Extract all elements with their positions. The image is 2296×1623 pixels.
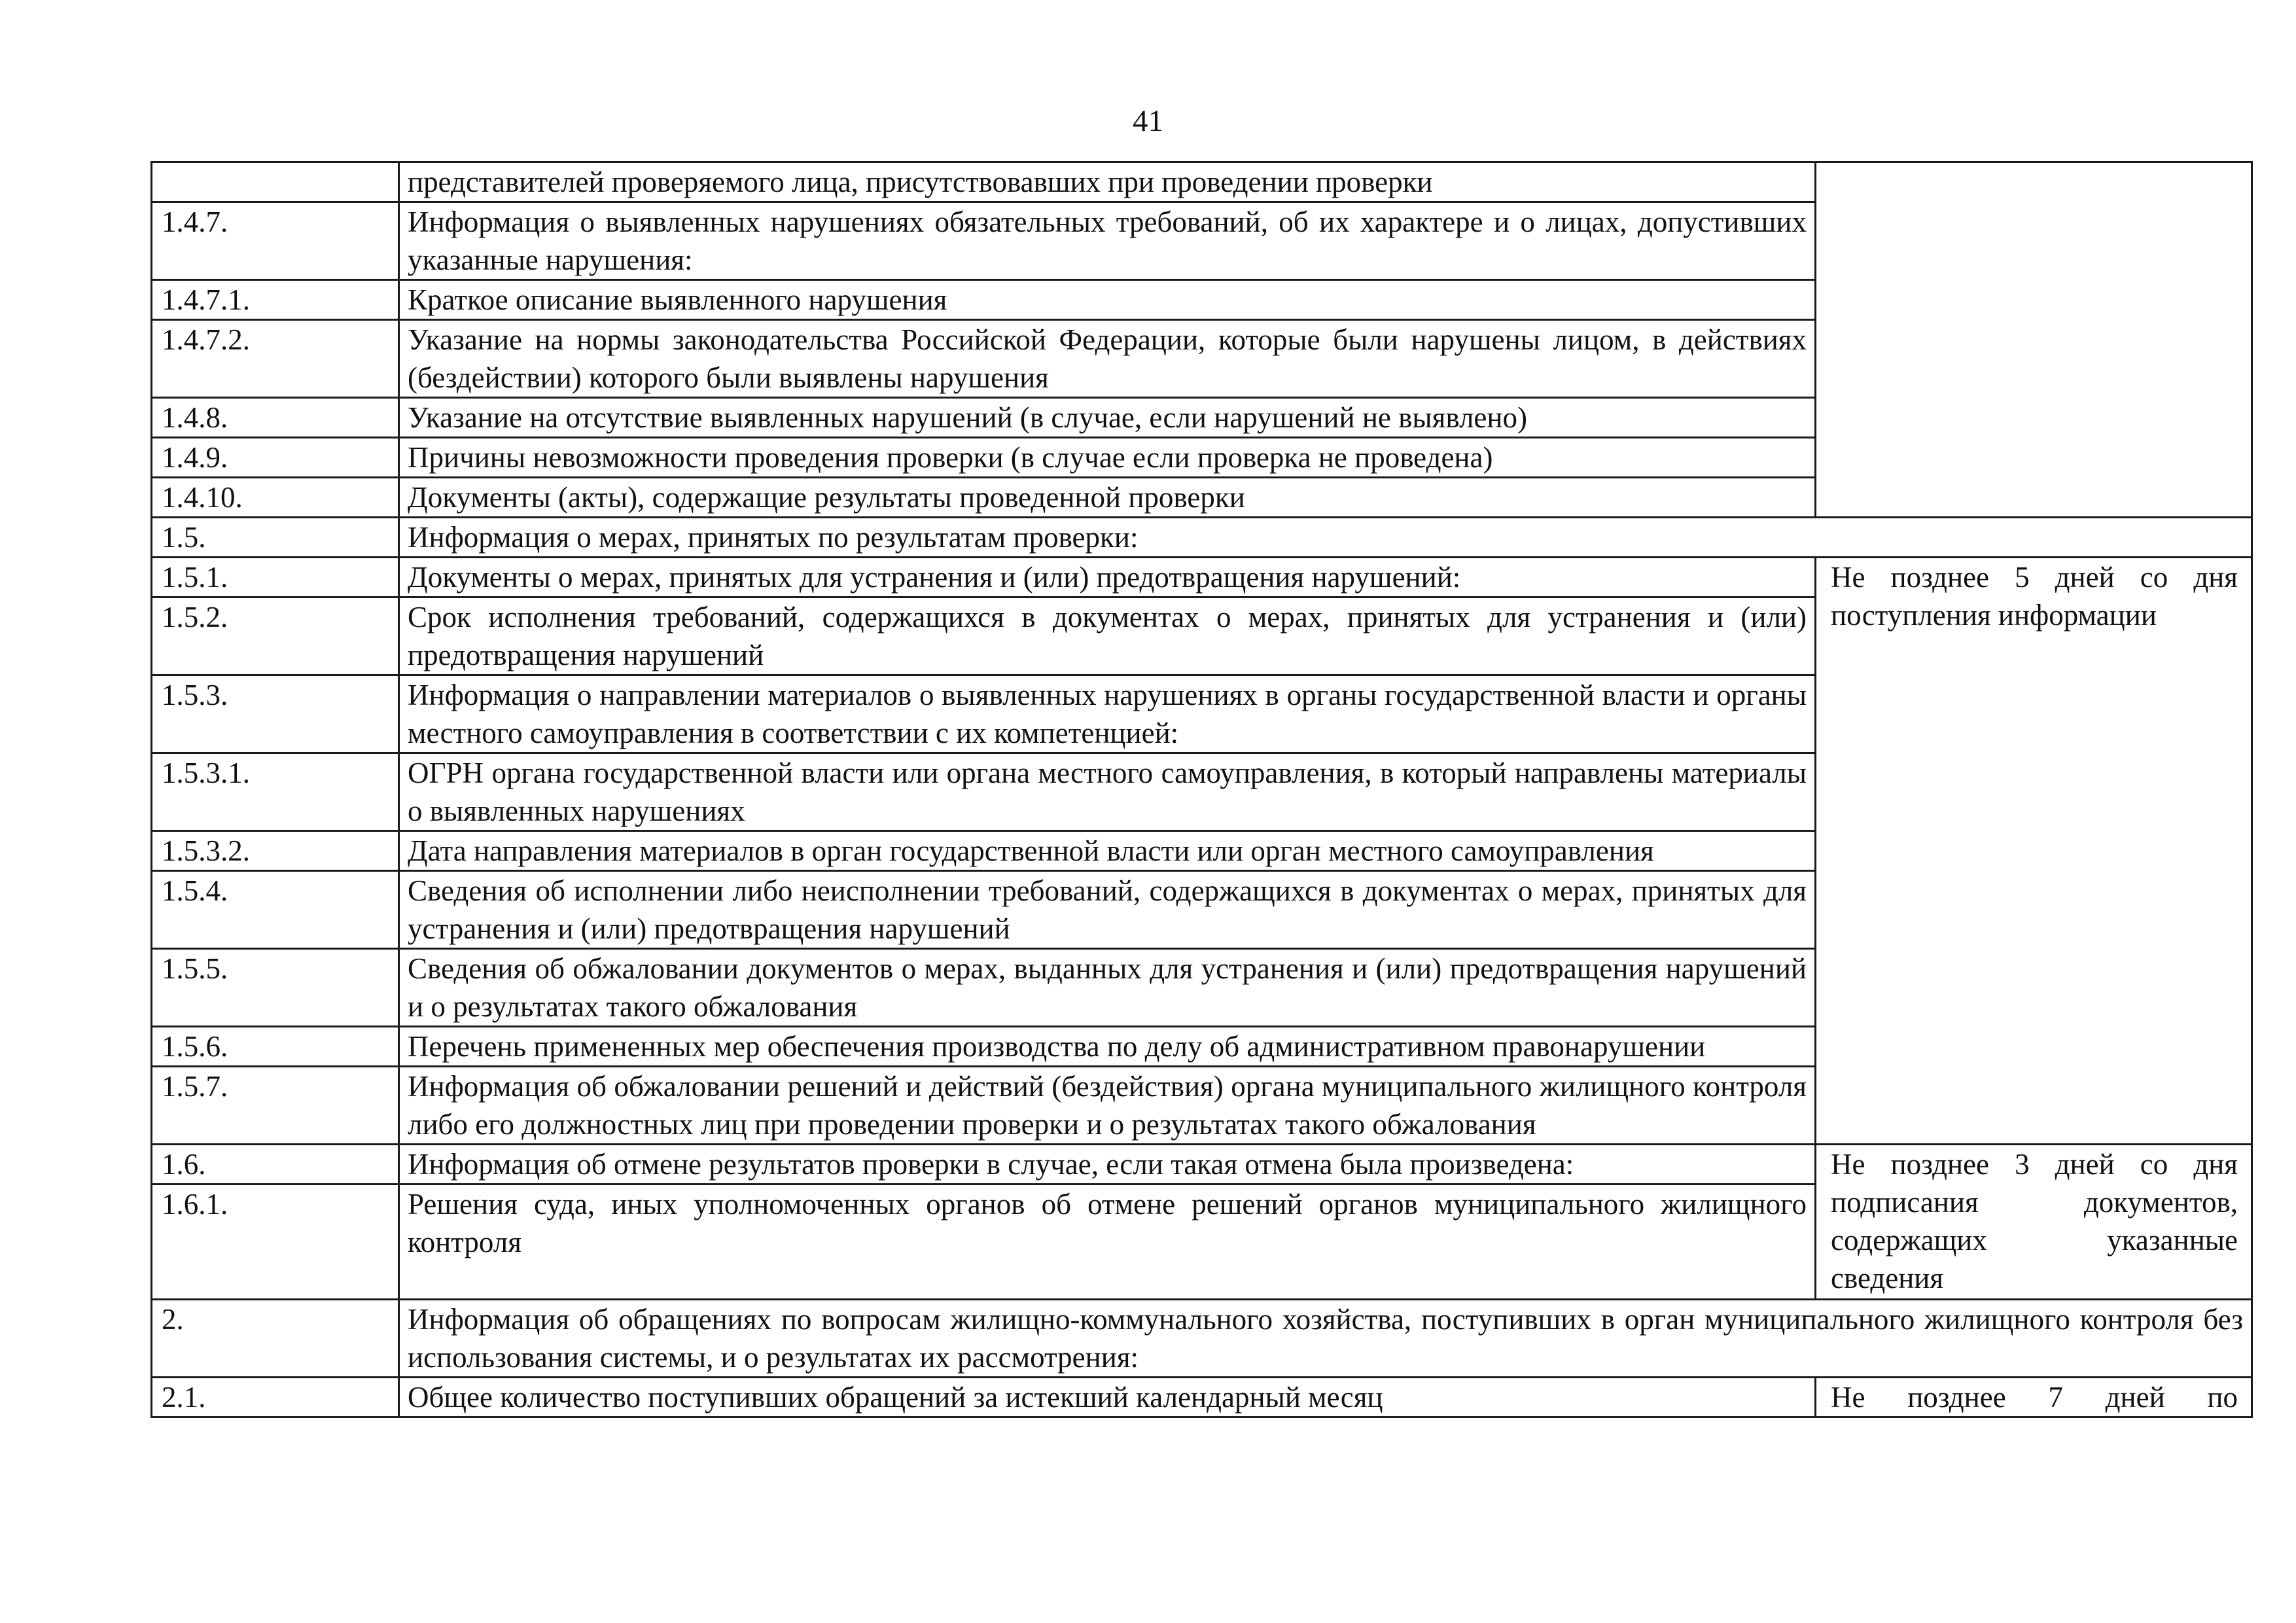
table-row [152, 518, 2252, 558]
row-number: 1.4.10. [152, 478, 399, 518]
table-row [152, 1145, 2252, 1185]
row-number: 1.4.7. [152, 202, 399, 280]
row-text: представителей проверяемого лица, присутствовавших при проведении проверки [399, 162, 1816, 202]
page-number: 41 [1133, 104, 1163, 138]
row-number: 1.4.8. [152, 398, 399, 438]
row-text: Краткое описание выявленного нарушения [399, 280, 1816, 320]
table-row [152, 558, 2252, 597]
row-number: 1.5.7. [152, 1067, 399, 1145]
row-text: Указание на нормы законодательства Российской Федерации, которые были нарушены лицом, в действиях (бездействии) которого были выявлены нарушения [399, 320, 1816, 398]
row-text: Сведения об исполнении либо неисполнении требований, содержащихся в документах о мерах, принятых для устранения и (или) предотвращения нарушений [399, 871, 1816, 949]
row-text: Общее количество поступивших обращений за истекший календарный месяц [399, 1378, 1816, 1418]
row-number: 1.6. [152, 1145, 399, 1185]
row-number: 1.6.1. [152, 1185, 399, 1300]
row-text: Информация об отмене результатов проверки в случае, если такая отмена была произведена: [399, 1145, 1816, 1185]
deadline-cell: Не позднее 3 дней со дня подписания документов, содержащих указанные сведения [1816, 1145, 2252, 1300]
row-text: Сведения об обжаловании документов о мерах, выданных для устранения и (или) предотвращения нарушений и о результатах такого обжалования [399, 949, 1816, 1027]
table-row [152, 1300, 2252, 1378]
row-number: 1.5.4. [152, 871, 399, 949]
table-row [152, 162, 2252, 202]
row-text: Информация о направлении материалов о выявленных нарушениях в органы государственной власти и органы местного самоуправления в соответствии с их компетенцией: [399, 675, 1816, 753]
table-row [152, 1378, 2252, 1418]
row-text: Информация о выявленных нарушениях обязательных требований, об их характере и о лицах, допустивших указанные нарушения: [399, 202, 1816, 280]
row-text: Информация об обжаловании решений и действий (бездействия) органа муниципального жилищного контроля либо его должностных лиц при проведении проверки и о результатах такого обжалования [399, 1067, 1816, 1145]
row-number: 1.5.1. [152, 558, 399, 597]
row-number: 1.5.3. [152, 675, 399, 753]
row-text: Документы о мерах, принятых для устранения и (или) предотвращения нарушений: [399, 558, 1816, 597]
row-number: 2. [152, 1300, 399, 1378]
row-text: Решения суда, иных уполномоченных органов об отмене решений органов муниципального жилищного контроля [399, 1185, 1816, 1300]
row-text: Указание на отсутствие выявленных нарушений (в случае, если нарушений не выявлено) [399, 398, 1816, 438]
row-text: Срок исполнения требований, содержащихся в документах о мерах, принятых для устранения и (или) предотвращения нарушений [399, 597, 1816, 675]
row-number: 1.4.7.2. [152, 320, 399, 398]
row-number: 1.5.3.2. [152, 831, 399, 871]
deadline-cell-empty [1816, 162, 2252, 518]
row-text: Информация об обращениях по вопросам жилищно-коммунального хозяйства, поступивших в орган муниципального жилищного контроля без использования системы, и о результатах их рассмотрения: [399, 1300, 2252, 1378]
deadline-cell: Не позднее 5 дней со дня поступления информации [1816, 558, 2252, 1145]
row-number: 1.5.2. [152, 597, 399, 675]
row-text: Информация о мерах, принятых по результатам проверки: [399, 518, 2252, 558]
row-number: 1.5. [152, 518, 399, 558]
row-number: 1.4.7.1. [152, 280, 399, 320]
row-text: Причины невозможности проведения проверки (в случае если проверка не проведена) [399, 438, 1816, 478]
row-number: 2.1. [152, 1378, 399, 1418]
row-number: 1.4.9. [152, 438, 399, 478]
row-number: 1.5.3.1. [152, 753, 399, 831]
row-text: ОГРН органа государственной власти или органа местного самоуправления, в который направлены материалы о выявленных нарушениях [399, 753, 1816, 831]
row-text: Перечень примененных мер обеспечения производства по делу об административном правонарушении [399, 1027, 1816, 1067]
row-number: 1.5.6. [152, 1027, 399, 1067]
row-text: Документы (акты), содержащие результаты проведенной проверки [399, 478, 1816, 518]
row-text: Дата направления материалов в орган государственной власти или орган местного самоуправления [399, 831, 1816, 871]
requirements-table [150, 161, 2253, 1418]
deadline-cell: Не позднее 7 дней по [1816, 1378, 2252, 1418]
row-number [152, 162, 399, 202]
row-number: 1.5.5. [152, 949, 399, 1027]
